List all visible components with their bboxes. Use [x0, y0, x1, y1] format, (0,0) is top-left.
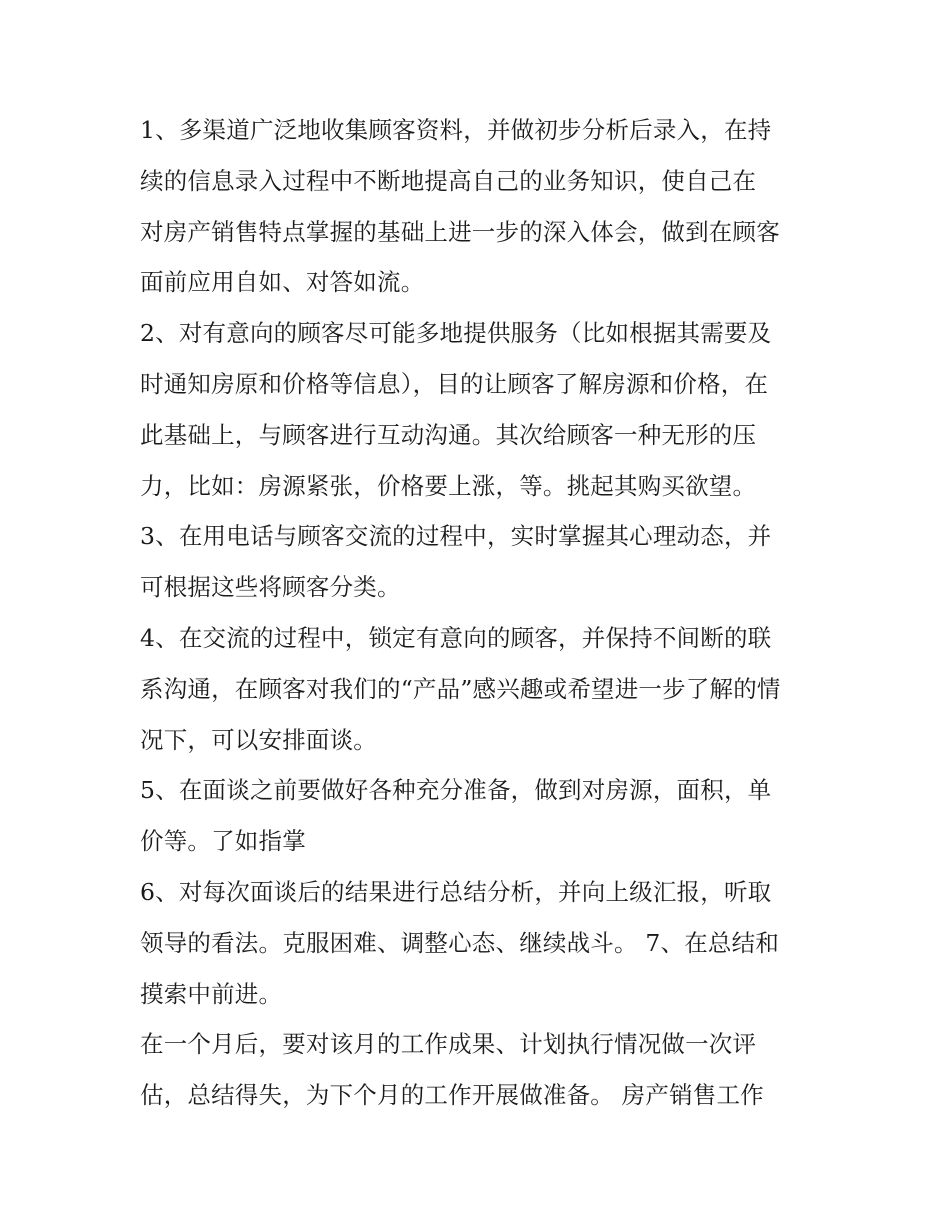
text-line-4: 面前应用自如、对答如流。 [140, 268, 425, 297]
text-line-18: 摸索中前进。 [140, 979, 283, 1008]
text-line-5: 2、对有意向的顾客尽可能多地提供服务（比如根据其需要及 [140, 319, 772, 348]
text-line-16: 6、对每次面谈后的结果进行总结分析，并向上级汇报，听取 [140, 877, 772, 906]
text-line-12: 系沟通，在顾客对我们的“产品”感兴趣或希望进一步了解的情 [140, 674, 781, 703]
text-line-3: 对房产销售特点掌握的基础上进一步的深入体会，做到在顾客 [140, 217, 780, 246]
text-line-13: 况下，可以安排面谈。 [140, 725, 377, 754]
text-line-2: 续的信息录入过程中不断地提高自己的业务知识，使自己在 [140, 166, 757, 195]
text-line-1: 1、多渠道广泛地收集顾客资料，并做初步分析后录入，在持 [140, 116, 772, 144]
text-line-17: 领导的看法。克服困难、调整心态、继续战斗。 7、在总结和 [140, 928, 780, 957]
text-line-14: 5、在面谈之前要做好各种充分准备，做到对房源，面积，单 [140, 776, 772, 805]
text-line-10: 可根据这些将顾客分类。 [140, 573, 401, 602]
text-line-15: 价等。了如指掌 [140, 827, 306, 856]
text-line-7: 此基础上，与顾客进行互动沟通。其次给顾客一种无形的压 [140, 420, 757, 449]
text-line-8: 力，比如：房源紧张，价格要上涨，等。挑起其购买欲望。 [140, 471, 757, 500]
text-line-20: 估，总结得失，为下个月的工作开展做准备。 房产销售工作 [140, 1081, 764, 1110]
text-line-11: 4、在交流的过程中，锁定有意向的顾客，并保持不间断的联 [140, 623, 772, 652]
text-line-19: 在一个月后，要对该月的工作成果、计划执行情况做一次评 [140, 1030, 757, 1059]
text-line-9: 3、在用电话与顾客交流的过程中，实时掌握其心理动态，并 [140, 522, 772, 551]
document-body [140, 105, 820, 1121]
text-line-6: 时通知房原和价格等信息），目的让顾客了解房源和价格，在 [140, 369, 769, 398]
